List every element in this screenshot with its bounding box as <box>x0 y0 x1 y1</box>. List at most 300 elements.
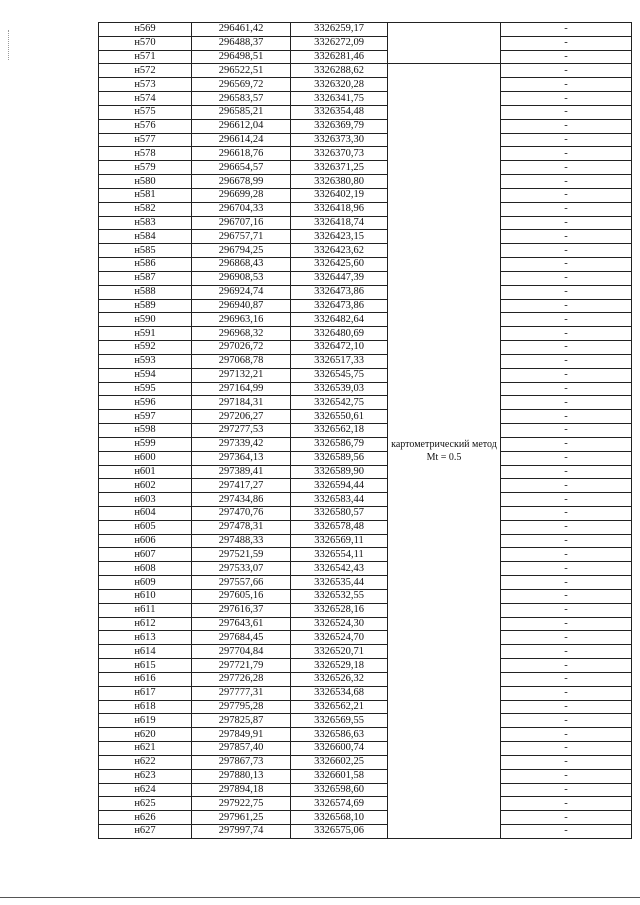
table-row <box>99 327 632 341</box>
x-coordinate-cell: 296757,71 <box>192 230 291 244</box>
y-coordinate-cell: 3326529,18 <box>291 659 388 673</box>
table-row <box>99 258 632 272</box>
y-coordinate-cell: 3326341,75 <box>291 92 388 106</box>
accuracy-cell: - <box>501 783 632 797</box>
y-coordinate-cell: 3326369,79 <box>291 119 388 133</box>
point-id-cell: н598 <box>99 424 192 438</box>
table-row <box>99 797 632 811</box>
x-coordinate-cell: 296868,43 <box>192 258 291 272</box>
x-coordinate-cell: 297068,78 <box>192 354 291 368</box>
accuracy-cell: - <box>501 714 632 728</box>
point-id-cell: н573 <box>99 78 192 92</box>
x-coordinate-cell: 297184,31 <box>192 396 291 410</box>
x-coordinate-cell: 296614,24 <box>192 133 291 147</box>
y-coordinate-cell: 3326473,86 <box>291 285 388 299</box>
accuracy-cell: - <box>501 548 632 562</box>
point-id-cell: н580 <box>99 175 192 189</box>
y-coordinate-cell: 3326586,79 <box>291 437 388 451</box>
x-coordinate-cell: 297521,59 <box>192 548 291 562</box>
accuracy-cell: - <box>501 589 632 603</box>
table-row <box>99 230 632 244</box>
accuracy-cell: - <box>501 410 632 424</box>
point-id-cell: н622 <box>99 755 192 769</box>
y-coordinate-cell: 3326583,44 <box>291 493 388 507</box>
x-coordinate-cell: 297417,27 <box>192 479 291 493</box>
accuracy-cell: - <box>501 479 632 493</box>
table-row <box>99 769 632 783</box>
y-coordinate-cell: 3326281,46 <box>291 50 388 64</box>
x-coordinate-cell: 296940,87 <box>192 299 291 313</box>
point-id-cell: н600 <box>99 451 192 465</box>
accuracy-cell: - <box>501 285 632 299</box>
point-id-cell: н581 <box>99 188 192 202</box>
y-coordinate-cell: 3326418,74 <box>291 216 388 230</box>
coordinates-table-sheet <box>98 22 626 839</box>
accuracy-cell: - <box>501 659 632 673</box>
point-id-cell: н615 <box>99 659 192 673</box>
accuracy-cell: - <box>501 811 632 825</box>
table-row <box>99 78 632 92</box>
y-coordinate-cell: 3326526,32 <box>291 672 388 686</box>
table-row <box>99 437 632 451</box>
y-coordinate-cell: 3326601,58 <box>291 769 388 783</box>
y-coordinate-cell: 3326272,09 <box>291 36 388 50</box>
table-row <box>99 783 632 797</box>
point-id-cell: н616 <box>99 672 192 686</box>
table-row <box>99 313 632 327</box>
accuracy-cell: - <box>501 105 632 119</box>
x-coordinate-cell: 297684,45 <box>192 631 291 645</box>
table-row <box>99 534 632 548</box>
x-coordinate-cell: 297880,13 <box>192 769 291 783</box>
accuracy-cell: - <box>501 437 632 451</box>
table-row <box>99 506 632 520</box>
y-coordinate-cell: 3326370,73 <box>291 147 388 161</box>
y-coordinate-cell: 3326580,57 <box>291 506 388 520</box>
x-coordinate-cell: 296488,37 <box>192 36 291 50</box>
y-coordinate-cell: 3326554,11 <box>291 548 388 562</box>
x-coordinate-cell: 296908,53 <box>192 271 291 285</box>
point-id-cell: н587 <box>99 271 192 285</box>
x-coordinate-cell: 296963,16 <box>192 313 291 327</box>
accuracy-cell: - <box>501 354 632 368</box>
accuracy-cell: - <box>501 755 632 769</box>
table-row <box>99 576 632 590</box>
table-row <box>99 410 632 424</box>
y-coordinate-cell: 3326569,55 <box>291 714 388 728</box>
accuracy-cell: - <box>501 617 632 631</box>
coordinates-table <box>98 22 632 839</box>
y-coordinate-cell: 3326482,64 <box>291 313 388 327</box>
point-id-cell: н590 <box>99 313 192 327</box>
y-coordinate-cell: 3326423,15 <box>291 230 388 244</box>
y-coordinate-cell: 3326550,61 <box>291 410 388 424</box>
x-coordinate-cell: 297922,75 <box>192 797 291 811</box>
table-row <box>99 659 632 673</box>
accuracy-cell: - <box>501 825 632 839</box>
y-coordinate-cell: 3326524,70 <box>291 631 388 645</box>
y-coordinate-cell: 3326569,11 <box>291 534 388 548</box>
y-coordinate-cell: 3326578,48 <box>291 520 388 534</box>
x-coordinate-cell: 297777,31 <box>192 686 291 700</box>
y-coordinate-cell: 3326373,30 <box>291 133 388 147</box>
point-id-cell: н620 <box>99 728 192 742</box>
table-row <box>99 147 632 161</box>
point-id-cell: н569 <box>99 23 192 37</box>
point-id-cell: н585 <box>99 244 192 258</box>
table-row <box>99 368 632 382</box>
point-id-cell: н588 <box>99 285 192 299</box>
point-id-cell: н579 <box>99 161 192 175</box>
y-coordinate-cell: 3326528,16 <box>291 603 388 617</box>
page-bottom-line <box>0 897 640 898</box>
y-coordinate-cell: 3326589,90 <box>291 465 388 479</box>
accuracy-cell: - <box>501 631 632 645</box>
x-coordinate-cell: 296707,16 <box>192 216 291 230</box>
accuracy-cell: - <box>501 133 632 147</box>
x-coordinate-cell: 297488,33 <box>192 534 291 548</box>
y-coordinate-cell: 3326586,63 <box>291 728 388 742</box>
x-coordinate-cell: 297470,76 <box>192 506 291 520</box>
point-id-cell: н626 <box>99 811 192 825</box>
table-row <box>99 451 632 465</box>
point-id-cell: н606 <box>99 534 192 548</box>
point-id-cell: н576 <box>99 119 192 133</box>
point-id-cell: н582 <box>99 202 192 216</box>
x-coordinate-cell: 296498,51 <box>192 50 291 64</box>
point-id-cell: н609 <box>99 576 192 590</box>
x-coordinate-cell: 297857,40 <box>192 742 291 756</box>
point-id-cell: н597 <box>99 410 192 424</box>
x-coordinate-cell: 297643,61 <box>192 617 291 631</box>
accuracy-cell: - <box>501 424 632 438</box>
accuracy-cell: - <box>501 188 632 202</box>
table-row <box>99 548 632 562</box>
x-coordinate-cell: 296522,51 <box>192 64 291 78</box>
y-coordinate-cell: 3326480,69 <box>291 327 388 341</box>
point-id-cell: н592 <box>99 341 192 355</box>
accuracy-cell: - <box>501 742 632 756</box>
x-coordinate-cell: 296585,21 <box>192 105 291 119</box>
accuracy-cell: - <box>501 493 632 507</box>
x-coordinate-cell: 297533,07 <box>192 562 291 576</box>
x-coordinate-cell: 297894,18 <box>192 783 291 797</box>
table-row <box>99 493 632 507</box>
y-coordinate-cell: 3326589,56 <box>291 451 388 465</box>
y-coordinate-cell: 3326594,44 <box>291 479 388 493</box>
point-id-cell: н578 <box>99 147 192 161</box>
point-id-cell: н577 <box>99 133 192 147</box>
point-id-cell: н599 <box>99 437 192 451</box>
y-coordinate-cell: 3326288,62 <box>291 64 388 78</box>
accuracy-cell: - <box>501 313 632 327</box>
x-coordinate-cell: 297132,21 <box>192 368 291 382</box>
y-coordinate-cell: 3326602,25 <box>291 755 388 769</box>
table-row <box>99 562 632 576</box>
accuracy-cell: - <box>501 92 632 106</box>
point-id-cell: н608 <box>99 562 192 576</box>
table-row <box>99 202 632 216</box>
x-coordinate-cell: 297026,72 <box>192 341 291 355</box>
accuracy-cell: - <box>501 396 632 410</box>
table-row <box>99 285 632 299</box>
accuracy-cell: - <box>501 244 632 258</box>
accuracy-cell: - <box>501 23 632 37</box>
x-coordinate-cell: 297478,31 <box>192 520 291 534</box>
accuracy-cell: - <box>501 50 632 64</box>
point-id-cell: н619 <box>99 714 192 728</box>
accuracy-cell: - <box>501 147 632 161</box>
point-id-cell: н596 <box>99 396 192 410</box>
accuracy-cell: - <box>501 645 632 659</box>
table-row <box>99 341 632 355</box>
accuracy-cell: - <box>501 368 632 382</box>
y-coordinate-cell: 3326568,10 <box>291 811 388 825</box>
table-row <box>99 686 632 700</box>
y-coordinate-cell: 3326574,69 <box>291 797 388 811</box>
y-coordinate-cell: 3326598,60 <box>291 783 388 797</box>
table-row <box>99 465 632 479</box>
x-coordinate-cell: 296678,99 <box>192 175 291 189</box>
x-coordinate-cell: 297961,25 <box>192 811 291 825</box>
point-id-cell: н601 <box>99 465 192 479</box>
table-row <box>99 825 632 839</box>
point-id-cell: н584 <box>99 230 192 244</box>
table-row <box>99 617 632 631</box>
point-id-cell: н589 <box>99 299 192 313</box>
x-coordinate-cell: 297339,42 <box>192 437 291 451</box>
accuracy-cell: - <box>501 230 632 244</box>
table-row <box>99 23 632 37</box>
accuracy-cell: - <box>501 562 632 576</box>
point-id-cell: н604 <box>99 506 192 520</box>
x-coordinate-cell: 297557,66 <box>192 576 291 590</box>
table-row <box>99 728 632 742</box>
accuracy-cell: - <box>501 769 632 783</box>
accuracy-cell: - <box>501 603 632 617</box>
x-coordinate-cell: 297849,91 <box>192 728 291 742</box>
accuracy-cell: - <box>501 797 632 811</box>
y-coordinate-cell: 3326562,21 <box>291 700 388 714</box>
point-id-cell: н594 <box>99 368 192 382</box>
x-coordinate-cell: 296612,04 <box>192 119 291 133</box>
x-coordinate-cell: 297616,37 <box>192 603 291 617</box>
point-id-cell: н603 <box>99 493 192 507</box>
x-coordinate-cell: 296924,74 <box>192 285 291 299</box>
table-row <box>99 105 632 119</box>
table-row <box>99 161 632 175</box>
accuracy-cell: - <box>501 672 632 686</box>
x-coordinate-cell: 297389,41 <box>192 465 291 479</box>
table-row <box>99 645 632 659</box>
accuracy-cell: - <box>501 686 632 700</box>
x-coordinate-cell: 296704,33 <box>192 202 291 216</box>
y-coordinate-cell: 3326425,60 <box>291 258 388 272</box>
coordinates-table-body <box>99 23 632 839</box>
accuracy-cell: - <box>501 506 632 520</box>
y-coordinate-cell: 3326320,28 <box>291 78 388 92</box>
table-row <box>99 271 632 285</box>
y-coordinate-cell: 3326418,96 <box>291 202 388 216</box>
table-row <box>99 216 632 230</box>
table-row <box>99 119 632 133</box>
accuracy-cell: - <box>501 202 632 216</box>
x-coordinate-cell: 297605,16 <box>192 589 291 603</box>
x-coordinate-cell: 296699,28 <box>192 188 291 202</box>
accuracy-cell: - <box>501 36 632 50</box>
y-coordinate-cell: 3326535,44 <box>291 576 388 590</box>
x-coordinate-cell: 297364,13 <box>192 451 291 465</box>
x-coordinate-cell: 297795,28 <box>192 700 291 714</box>
x-coordinate-cell: 296461,42 <box>192 23 291 37</box>
point-id-cell: н571 <box>99 50 192 64</box>
x-coordinate-cell: 297704,84 <box>192 645 291 659</box>
point-id-cell: н583 <box>99 216 192 230</box>
point-id-cell: н613 <box>99 631 192 645</box>
x-coordinate-cell: 296654,57 <box>192 161 291 175</box>
accuracy-cell: - <box>501 700 632 714</box>
table-row <box>99 700 632 714</box>
table-row <box>99 714 632 728</box>
table-row <box>99 811 632 825</box>
table-row <box>99 188 632 202</box>
y-coordinate-cell: 3326539,03 <box>291 382 388 396</box>
table-row <box>99 672 632 686</box>
point-id-cell: н611 <box>99 603 192 617</box>
table-row <box>99 424 632 438</box>
table-row <box>99 589 632 603</box>
y-coordinate-cell: 3326520,71 <box>291 645 388 659</box>
accuracy-cell: - <box>501 382 632 396</box>
y-coordinate-cell: 3326472,10 <box>291 341 388 355</box>
point-id-cell: н621 <box>99 742 192 756</box>
table-row <box>99 36 632 50</box>
table-row <box>99 92 632 106</box>
x-coordinate-cell: 296583,57 <box>192 92 291 106</box>
y-coordinate-cell: 3326473,86 <box>291 299 388 313</box>
accuracy-cell: - <box>501 119 632 133</box>
accuracy-cell: - <box>501 78 632 92</box>
accuracy-cell: - <box>501 465 632 479</box>
point-id-cell: н593 <box>99 354 192 368</box>
table-row <box>99 244 632 258</box>
table-row <box>99 299 632 313</box>
y-coordinate-cell: 3326517,33 <box>291 354 388 368</box>
point-id-cell: н623 <box>99 769 192 783</box>
point-id-cell: н614 <box>99 645 192 659</box>
accuracy-cell: - <box>501 520 632 534</box>
y-coordinate-cell: 3326562,18 <box>291 424 388 438</box>
accuracy-cell: - <box>501 451 632 465</box>
accuracy-cell: - <box>501 534 632 548</box>
table-row <box>99 755 632 769</box>
accuracy-cell: - <box>501 299 632 313</box>
point-id-cell: н612 <box>99 617 192 631</box>
point-id-cell: н625 <box>99 797 192 811</box>
x-coordinate-cell: 297164,99 <box>192 382 291 396</box>
y-coordinate-cell: 3326423,62 <box>291 244 388 258</box>
method-cell: картометрический метод Mt = 0.5 <box>388 64 501 838</box>
table-row <box>99 354 632 368</box>
x-coordinate-cell: 297997,74 <box>192 825 291 839</box>
x-coordinate-cell: 297726,28 <box>192 672 291 686</box>
point-id-cell: н627 <box>99 825 192 839</box>
table-row <box>99 175 632 189</box>
y-coordinate-cell: 3326354,48 <box>291 105 388 119</box>
margin-mark <box>8 30 10 60</box>
accuracy-cell: - <box>501 728 632 742</box>
table-row <box>99 742 632 756</box>
x-coordinate-cell: 297721,79 <box>192 659 291 673</box>
point-id-cell: н605 <box>99 520 192 534</box>
accuracy-cell: - <box>501 327 632 341</box>
table-row <box>99 520 632 534</box>
table-row <box>99 64 632 78</box>
point-id-cell: н586 <box>99 258 192 272</box>
point-id-cell: н591 <box>99 327 192 341</box>
y-coordinate-cell: 3326447,39 <box>291 271 388 285</box>
x-coordinate-cell: 297867,73 <box>192 755 291 769</box>
table-row <box>99 396 632 410</box>
table-row <box>99 479 632 493</box>
y-coordinate-cell: 3326259,17 <box>291 23 388 37</box>
point-id-cell: н574 <box>99 92 192 106</box>
point-id-cell: н575 <box>99 105 192 119</box>
x-coordinate-cell: 297434,86 <box>192 493 291 507</box>
point-id-cell: н572 <box>99 64 192 78</box>
y-coordinate-cell: 3326542,75 <box>291 396 388 410</box>
y-coordinate-cell: 3326545,75 <box>291 368 388 382</box>
point-id-cell: н617 <box>99 686 192 700</box>
point-id-cell: н618 <box>99 700 192 714</box>
accuracy-cell: - <box>501 271 632 285</box>
x-coordinate-cell: 296794,25 <box>192 244 291 258</box>
x-coordinate-cell: 296618,76 <box>192 147 291 161</box>
point-id-cell: н610 <box>99 589 192 603</box>
accuracy-cell: - <box>501 258 632 272</box>
point-id-cell: н624 <box>99 783 192 797</box>
y-coordinate-cell: 3326534,68 <box>291 686 388 700</box>
x-coordinate-cell: 297206,27 <box>192 410 291 424</box>
point-id-cell: н607 <box>99 548 192 562</box>
table-row <box>99 631 632 645</box>
accuracy-cell: - <box>501 341 632 355</box>
y-coordinate-cell: 3326600,74 <box>291 742 388 756</box>
x-coordinate-cell: 297825,87 <box>192 714 291 728</box>
y-coordinate-cell: 3326380,80 <box>291 175 388 189</box>
accuracy-cell: - <box>501 161 632 175</box>
point-id-cell: н570 <box>99 36 192 50</box>
table-row <box>99 50 632 64</box>
x-coordinate-cell: 296569,72 <box>192 78 291 92</box>
x-coordinate-cell: 297277,53 <box>192 424 291 438</box>
y-coordinate-cell: 3326532,55 <box>291 589 388 603</box>
y-coordinate-cell: 3326524,30 <box>291 617 388 631</box>
table-row <box>99 133 632 147</box>
accuracy-cell: - <box>501 576 632 590</box>
table-row <box>99 382 632 396</box>
y-coordinate-cell: 3326402,19 <box>291 188 388 202</box>
point-id-cell: н602 <box>99 479 192 493</box>
y-coordinate-cell: 3326371,25 <box>291 161 388 175</box>
accuracy-cell: - <box>501 175 632 189</box>
accuracy-cell: - <box>501 216 632 230</box>
x-coordinate-cell: 296968,32 <box>192 327 291 341</box>
point-id-cell: н595 <box>99 382 192 396</box>
method-cell-top <box>388 23 501 64</box>
y-coordinate-cell: 3326575,06 <box>291 825 388 839</box>
accuracy-cell: - <box>501 64 632 78</box>
